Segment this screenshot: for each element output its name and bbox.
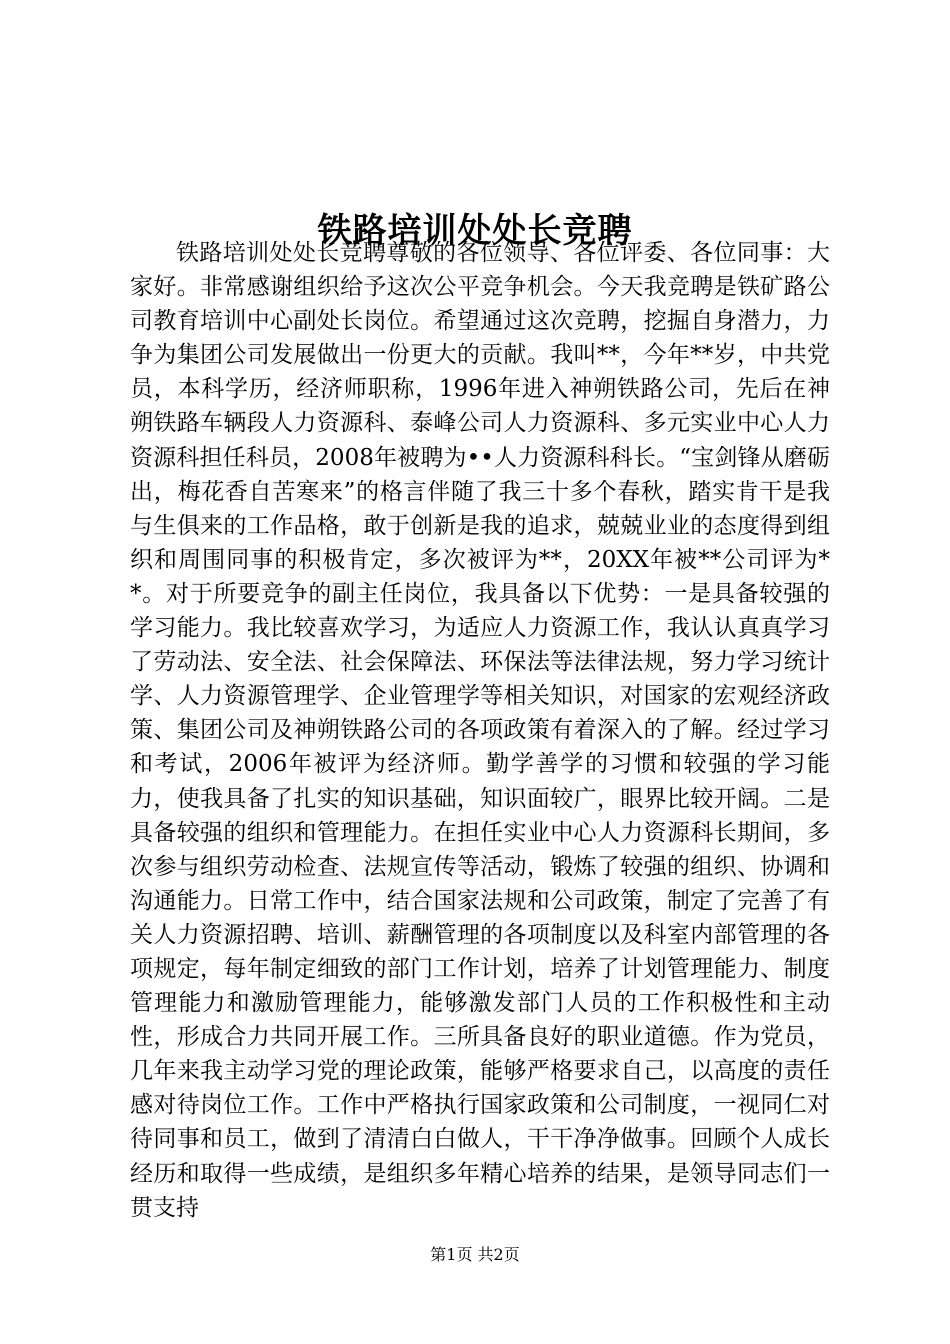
document-body-paragraph: 铁路培训处处长竞聘尊敬的各位领导、各位评委、各位同事：大家好。非常感谢组织给予这次公平竞争机会。今天我竞聘是铁矿路公司教育培训中心副处长岗位。希望通过这次竞聘，挖掘自身潜力，力争为集团公司发展做出一份更大的贡献。我叫**，今年**岁，中共党员，本科学历，经济师职称，1996年进入神朔铁路公司，先后在神朔铁路车辆段人力资源科、泰峰公司人力资源科、多元实业中心人力资源科担任科员，2008年被聘为••人力资源科科长。“宝剑锋从磨砺出，梅花香自苦寒来”的格言伴随了我三十多个春秋，踏实肯干是我与生俱来的工作品格，敢于创新是我的追求，兢兢业业的态度得到组织和周围同事的积极肯定，多次被评为**，20XX年被**公司评为**。对于所要竞争的副主任岗位，我具备以下优势：一是具备较强的学习能力。我比较喜欢学习，为适应人力资源工作，我认认真真学习了劳动法、安全法、社会保障法、环保法等法律法规，努力学习统计学、人力资源管理学、企业管理学等相关知识，对国家的宏观经济政策、集团公司及神朔铁路公司的各项政策有着深入的了解。经过学习和考试，2006年被评为经济师。勤学善学的习惯和较强的学习能力，使我具备了扎实的知识基础，知识面较广，眼界比较开阔。二是具备较强的组织和管理能力。在担任实业中心人力资源科长期间，多次参与组织劳动检查、法规宣传等活动，锻炼了较强的组织、协调和沟通能力。日常工作中，结合国家法规和公司政策，制定了完善了有关人力资源招聘、培训、薪酬管理的各项制度以及科室内部管理的各项规定，每年制定细致的部门工作计划，培养了计划管理能力、制度管理能力和激励管理能力，能够激发部门人员的工作积极性和主动性，形成合力共同开展工作。三所具备良好的职业道德。作为党员，几年来我主动学习党的理论政策，能够严格要求自己，以高度的责任感对待岗位工作。工作中严格执行国家政策和公司制度，一视同仁对待同事和员工，做到了清清白白做人，干干净净做事。回顾个人成长经历和取得一些成绩，是组织多年精心培养的结果，是领导同志们一贯支持: [130, 240, 830, 1221]
page-number-footer: 第1页 共2页: [430, 1245, 520, 1264]
document-title: 铁路培训处处长竞聘: [317, 210, 633, 251]
